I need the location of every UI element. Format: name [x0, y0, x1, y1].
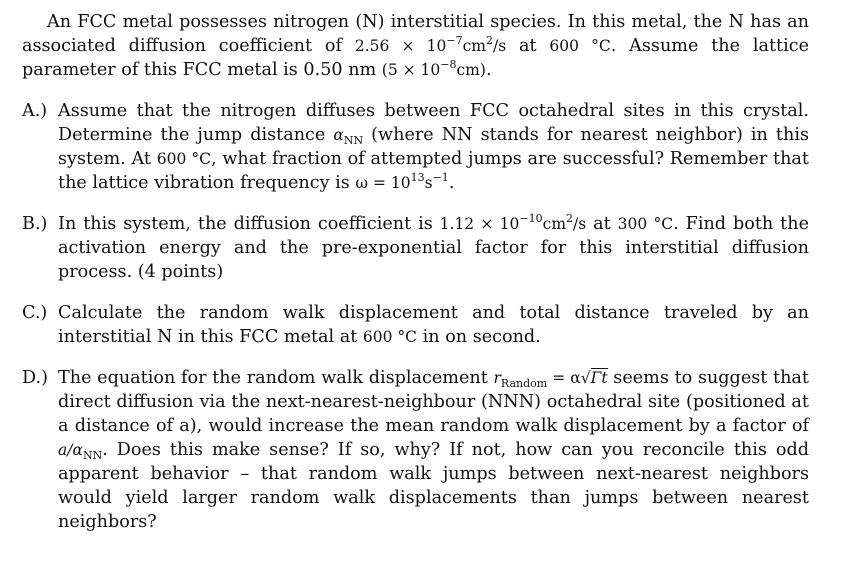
qa-text-1: Assume that the nitrogen diffuses between FCC octahedral sites in this crystal. Determine the jump distance — [58, 101, 809, 145]
s-unit: s — [424, 174, 433, 192]
r-symbol: r — [493, 369, 501, 387]
qb-text-1: In this system, the diffusion coefficient is — [58, 214, 440, 234]
qb-cm-unit: cm — [542, 215, 567, 233]
ratio-value: a/α — [58, 441, 83, 459]
omega-exponent: 13 — [410, 171, 425, 184]
intro-text-4: . — [485, 60, 492, 80]
question-a-body — [58, 99, 809, 195]
alpha-nn — [333, 126, 364, 147]
lattice-exponent: −8 — [440, 58, 457, 71]
qa-text-4: . — [448, 173, 455, 193]
d300-exponent: −10 — [519, 212, 543, 225]
question-b-label: B.) — [22, 214, 48, 234]
d600-mantissa: 2.56 × 10 — [354, 37, 447, 55]
question-b-body — [58, 212, 809, 284]
qc-text-1: Calculate the random walk displacement and total distance traveled by an interstitial N in this FCC metal at — [58, 303, 809, 347]
per-second-unit: /s — [493, 37, 507, 55]
ratio-a-alpha — [58, 441, 103, 462]
qa-text-3: , what fraction of attempted jumps are successful? Remember that the lattice vibration frequency is — [58, 149, 809, 193]
intro-text-1: An FCC metal possesses nitrogen (N) interstitial species. In this metal, the N has an associated diffusion coefficient of — [22, 12, 809, 56]
qb-per-second: /s — [573, 215, 587, 233]
temperature-600: 600 °C — [549, 37, 611, 55]
question-c — [22, 301, 809, 349]
cm-exponent: 2 — [486, 34, 493, 47]
qb-text-2: at — [586, 214, 618, 234]
intro-paragraph — [22, 10, 809, 82]
vibration-frequency — [355, 171, 449, 192]
question-c-body — [58, 301, 809, 349]
qd-text-1: The equation for the random walk displacement — [58, 368, 494, 388]
nn-subscript: NN — [343, 134, 364, 147]
lattice-end: cm) — [456, 61, 486, 79]
gamma-t: Γt — [590, 369, 608, 387]
question-a-label: A.) — [22, 101, 48, 121]
question-d — [22, 366, 809, 534]
question-c-label: C.) — [22, 303, 48, 323]
lattice-mantissa: (5 × 10 — [381, 61, 441, 79]
lattice-cm — [381, 58, 486, 79]
omega-value: ω = 10 — [355, 174, 411, 192]
random-subscript: Random — [500, 377, 548, 390]
question-d-body — [58, 366, 809, 534]
qb-temperature: 300 °C — [617, 215, 674, 233]
diffusion-coefficient-300 — [439, 212, 587, 233]
qa-temperature: 600 °C — [156, 150, 211, 168]
square-root — [581, 366, 608, 390]
ratio-nn-subscript: NN — [82, 449, 103, 462]
random-walk-equation — [493, 369, 608, 390]
qb-cm-exponent: 2 — [566, 212, 574, 225]
intro-text-2: at — [506, 36, 550, 56]
s-exponent: −1 — [432, 171, 449, 184]
d600-exponent: −7 — [446, 34, 463, 47]
qc-temperature: 600 °C — [362, 328, 418, 346]
question-a — [22, 99, 809, 195]
equals-alpha: = α — [547, 369, 581, 387]
question-b — [22, 212, 809, 284]
qd-text-3: . Does this make sense? If so, why? If not, how can you reconcile this odd apparent behavior – that random walk jumps between next-nearest neighbors would yield larger random walk displacements than jumps between nearest neighbors? — [58, 440, 809, 532]
qd-text-2: seems to suggest that direct diffusion via the next-nearest-neighbour (NNN) octahedral site (positioned at a distance of a), would increase the mean random walk displacement by a factor of — [58, 368, 809, 436]
cm-unit: cm — [462, 37, 486, 55]
sqrt-sign: √ — [580, 369, 591, 387]
diffusion-coefficient-600 — [354, 34, 507, 55]
qa-text-2: (where NN stands for nearest neighbor) in this system. At — [58, 125, 809, 169]
question-d-label: D.) — [22, 368, 48, 388]
alpha-symbol: α — [333, 126, 344, 144]
d300-mantissa: 1.12 × 10 — [439, 215, 520, 233]
qc-text-2: in on second. — [417, 327, 541, 347]
intro-text-3: . Assume the lattice parameter of this FCC metal is 0.50 nm — [22, 36, 809, 80]
qb-text-3: . Find both the activation energy and the pre-exponential factor for this interstitial diffusion process. (4 points) — [58, 214, 809, 282]
